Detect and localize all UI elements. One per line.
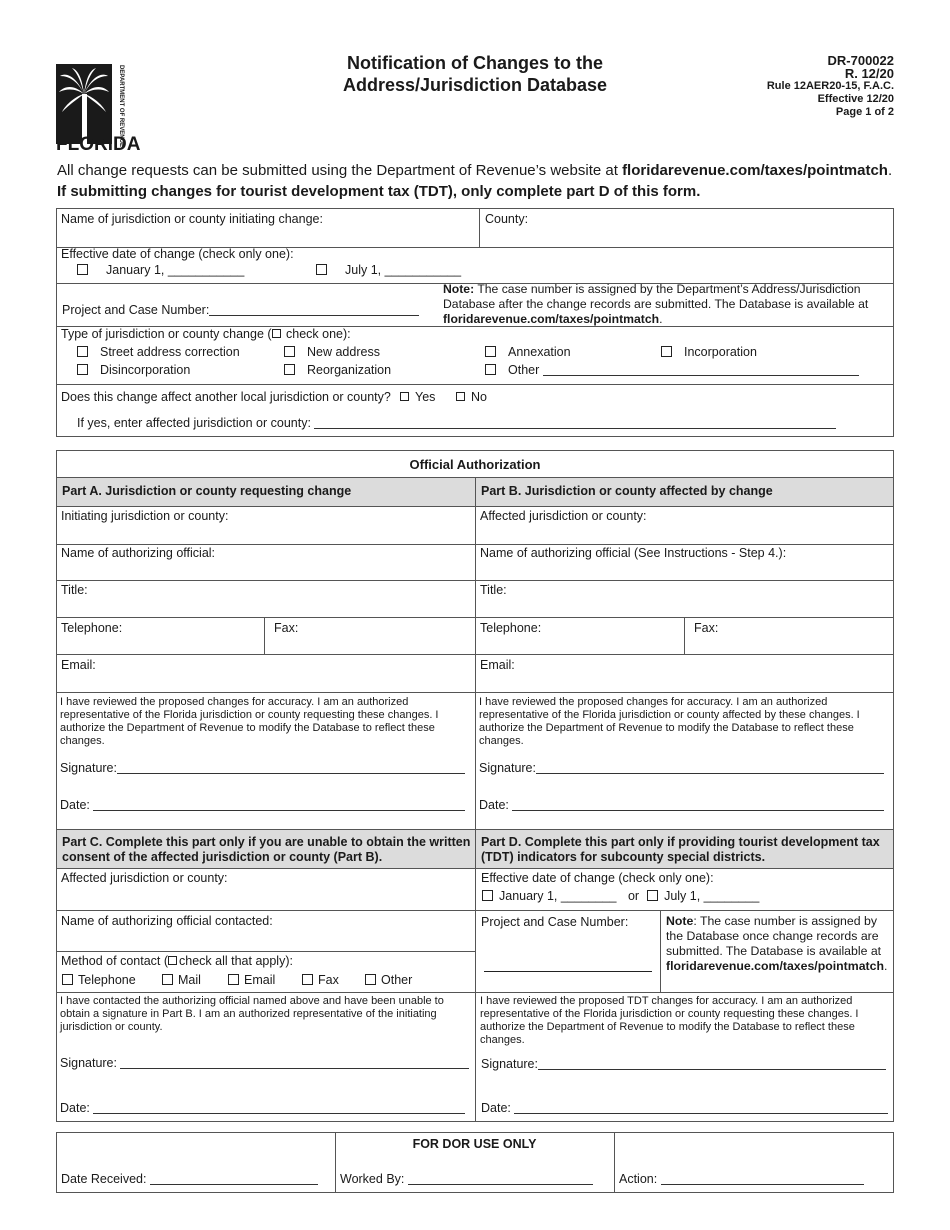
part-d-january-label: January 1, ________: [499, 889, 617, 903]
part-a-signature[interactable]: [60, 761, 465, 775]
part-d-note: [666, 914, 894, 974]
january-option[interactable]: [77, 263, 244, 277]
july-option[interactable]: [316, 263, 461, 277]
part-c-signature[interactable]: [60, 1056, 469, 1070]
part-b-telephone-label: Telephone:: [480, 621, 542, 635]
part-c-statement: I have contacted the authorizing official named above and have been unable to obtain a signature in Part B. I am an authorized representative of the initiating jurisdiction or county.: [60, 995, 444, 1033]
street-correction-checkbox[interactable]: [77, 346, 88, 357]
part-d-signature[interactable]: [481, 1057, 886, 1071]
intro-text: All change requests can be submitted using the Department of Revenue’s website at: [57, 162, 623, 179]
change-type-suffix: check one):: [282, 327, 351, 341]
new-address-checkbox[interactable]: [284, 346, 295, 357]
affect-no-option[interactable]: [456, 390, 487, 404]
part-c-date-label: Date:: [60, 1101, 90, 1115]
part-d-note-text: : The case number is assigned by the Database once change records are submitted. The Database is available at: [666, 914, 882, 958]
part-d-note-end: .: [884, 959, 888, 973]
part-c-method-label: [61, 954, 293, 968]
note-link[interactable]: floridarevenue.com/taxes/pointmatch: [443, 312, 660, 326]
action-label: Action:: [619, 1172, 658, 1186]
part-b-jurisdiction-label: Affected jurisdiction or county:: [480, 509, 647, 523]
title-line-1: Notification of Changes to the: [347, 53, 603, 73]
part-a-date-field[interactable]: [93, 799, 465, 811]
part-d-july-label: July 1, ________: [664, 889, 760, 903]
disincorporation-label: Disincorporation: [100, 363, 191, 377]
january-label: January 1, ___________: [106, 263, 245, 277]
part-b-date-field[interactable]: [512, 799, 884, 811]
form-identifier: [767, 54, 894, 119]
part-d-project-label: Project and Case Number:: [481, 915, 629, 929]
part-d-project-field[interactable]: [484, 971, 652, 972]
part-c-date[interactable]: [60, 1101, 465, 1115]
part-d-signature-label: Signature:: [481, 1057, 538, 1071]
part-a-date-label: Date:: [60, 798, 90, 812]
part-d-date-label: Date:: [481, 1101, 511, 1115]
other-field[interactable]: [543, 364, 859, 376]
option-incorporation[interactable]: [661, 345, 757, 359]
form-rule: Rule 12AER20-15, F.A.C.: [766, 80, 894, 92]
option-reorganization[interactable]: [284, 363, 391, 377]
county-field[interactable]: [485, 227, 890, 245]
affected-label: If yes, enter affected jurisdiction or county:: [77, 416, 311, 430]
affect-question-text: Does this change affect another local jurisdiction or county?: [61, 390, 391, 404]
worked-by[interactable]: [340, 1172, 593, 1186]
part-a-jurisdiction-label: Initiating jurisdiction or county:: [61, 509, 229, 523]
part-c-jurisdiction-label: Affected jurisdiction or county:: [61, 871, 228, 885]
part-d-header: Part D. Complete this part only if providing tourist development tax (TDT) indicators for subcounty special districts.: [481, 835, 880, 864]
option-other[interactable]: [485, 363, 859, 377]
action[interactable]: [619, 1172, 864, 1186]
method-mail[interactable]: [162, 973, 201, 987]
new-address-label: New address: [307, 345, 380, 359]
no-checkbox[interactable]: [456, 392, 465, 401]
affected-jurisdiction[interactable]: [77, 416, 836, 430]
intro-line-2: If submitting changes for tourist development tax (TDT), only complete part D of this form.: [57, 183, 701, 200]
affect-yes-option[interactable]: [400, 390, 435, 404]
fax-checkbox[interactable]: [302, 974, 313, 985]
street-correction-label: Street address correction: [100, 345, 240, 359]
action-field[interactable]: [661, 1173, 864, 1185]
july-label: July 1, ___________: [345, 263, 462, 277]
page-number: Page 1 of 2: [835, 106, 894, 118]
part-d-or: or: [627, 889, 640, 903]
part-c-signature-field[interactable]: [120, 1057, 469, 1069]
project-case-label: Project and Case Number:: [62, 303, 210, 317]
project-case-number[interactable]: [62, 303, 419, 317]
january-checkbox[interactable]: [77, 264, 88, 275]
dor-use-title: FOR DOR USE ONLY: [412, 1137, 537, 1151]
part-b-official-label: Name of authorizing official (See Instructions - Step 4.):: [480, 546, 787, 560]
change-type-text: Type of jurisdiction or county change (: [61, 327, 272, 341]
form-revision: R. 12/20: [844, 66, 894, 81]
part-b-fax-label: Fax:: [694, 621, 719, 635]
mail-checkbox[interactable]: [162, 974, 173, 985]
method-other[interactable]: [365, 973, 412, 987]
part-b-statement: I have reviewed the proposed changes for accuracy. I am an authorized representative of the Florida jurisdiction or county affected by these changes. I authorize the Department of Revenue to modify the Database to reflect these changes.: [479, 696, 860, 747]
yes-checkbox[interactable]: [400, 392, 409, 401]
email-checkbox[interactable]: [228, 974, 239, 985]
reorganization-checkbox[interactable]: [284, 364, 295, 375]
fax-label: Fax: [318, 973, 339, 987]
part-c-date-field[interactable]: [93, 1102, 465, 1114]
part-d-note-bold: Note: [666, 914, 694, 928]
option-disincorporation[interactable]: [77, 363, 190, 377]
method-other-label: Other: [381, 973, 413, 987]
part-a-official-label: Name of authorizing official:: [61, 546, 216, 560]
telephone-label: Telephone: [78, 973, 136, 987]
checkbox-icon: [272, 329, 281, 338]
method-label-text: Method of contact (: [61, 954, 169, 968]
authorization-title: Official Authorization: [409, 457, 541, 472]
annexation-checkbox[interactable]: [485, 346, 496, 357]
affect-other-question: [61, 390, 391, 404]
telephone-checkbox[interactable]: [62, 974, 73, 985]
option-new-address[interactable]: [284, 345, 380, 359]
method-label-suffix: check all that apply):: [179, 954, 293, 968]
part-d-january-checkbox[interactable]: [482, 890, 493, 901]
method-fax[interactable]: [302, 973, 339, 987]
part-d-date-field[interactable]: [514, 1102, 888, 1114]
incorporation-checkbox[interactable]: [661, 346, 672, 357]
part-c-official-label: Name of authorizing official contacted:: [61, 914, 273, 928]
note-end: .: [659, 312, 663, 326]
worked-by-field[interactable]: [408, 1173, 593, 1185]
change-type-label: [61, 327, 351, 341]
date-received-label: Date Received:: [61, 1172, 147, 1186]
incorporation-label: Incorporation: [684, 345, 757, 359]
part-d-effective-options[interactable]: [482, 889, 759, 903]
disincorporation-checkbox[interactable]: [77, 364, 88, 375]
title-line-2: Address/Jurisdiction Database: [342, 75, 608, 95]
part-a-fax-label: Fax:: [274, 621, 299, 635]
part-b-signature[interactable]: [479, 761, 884, 775]
intro-period: .: [887, 162, 893, 179]
option-street-address-correction[interactable]: [77, 345, 240, 359]
worked-by-label: Worked By:: [340, 1172, 405, 1186]
other-checkbox[interactable]: [485, 364, 496, 375]
no-label: No: [471, 390, 487, 404]
checkbox-icon: [168, 956, 177, 965]
part-b-signature-label: Signature:: [479, 761, 536, 775]
other-label: Other: [508, 363, 540, 377]
part-a-email-label: Email:: [61, 658, 96, 672]
project-case-field[interactable]: [209, 304, 419, 316]
date-received-field[interactable]: [150, 1173, 318, 1185]
part-d-statement: I have reviewed the proposed TDT changes for accuracy. I am an authorized representative of the Florida jurisdiction or county requesting these changes. I authorize the Department of Revenue to modify the Database to reflect these changes.: [480, 995, 859, 1046]
intro-line-1: [57, 162, 892, 179]
county-label: County:: [485, 212, 529, 226]
jurisdiction-name-field[interactable]: [60, 227, 475, 245]
option-annexation[interactable]: [485, 345, 571, 359]
part-a-telephone-label: Telephone:: [61, 621, 123, 635]
part-a-signature-label: Signature:: [60, 761, 117, 775]
part-c-signature-label: Signature:: [60, 1056, 117, 1070]
part-a-date[interactable]: [60, 798, 465, 812]
form-number: DR-700022: [827, 53, 894, 68]
part-d-effective-label: Effective date of change (check only one):: [481, 871, 714, 885]
reorganization-label: Reorganization: [307, 363, 392, 377]
july-checkbox[interactable]: [316, 264, 327, 275]
jurisdiction-name-label: Name of jurisdiction or county initiating change:: [61, 212, 323, 226]
case-number-note: [443, 282, 888, 327]
note-text: The case number is assigned by the Department’s Address/Jurisdiction Database after the change records are submitted. The Database is available at: [443, 282, 869, 311]
part-b-signature-field[interactable]: [536, 762, 884, 774]
date-received[interactable]: [61, 1172, 318, 1186]
yes-label: Yes: [415, 390, 436, 404]
part-d-date[interactable]: [481, 1101, 888, 1115]
method-email[interactable]: [228, 973, 275, 987]
part-b-header: Part B. Jurisdiction or county affected by change: [481, 484, 773, 498]
mail-label: Mail: [178, 973, 201, 987]
part-b-date-label: Date:: [479, 798, 509, 812]
form-effective: Effective 12/20: [817, 93, 894, 105]
svg-text:DEPARTMENT OF REVENUE: DEPARTMENT OF REVENUE: [118, 65, 124, 147]
part-c-header: Part C. Complete this part only if you are unable to obtain the written consent of the affected jurisdiction or county (Part B).: [62, 835, 471, 864]
part-d-note-link[interactable]: floridarevenue.com/taxes/pointmatch: [666, 959, 884, 973]
part-b-title-label: Title:: [480, 583, 507, 597]
form-title: [300, 52, 650, 96]
part-d-july-checkbox[interactable]: [647, 890, 658, 901]
effective-date-label: Effective date of change (check only one):: [61, 247, 294, 261]
note-bold: Note:: [443, 282, 475, 296]
logo-wordmark: FLORIDA: [56, 134, 141, 155]
part-a-title-label: Title:: [61, 583, 88, 597]
part-b-date[interactable]: [479, 798, 884, 812]
part-d-signature-field[interactable]: [538, 1058, 886, 1070]
email-label: Email: [244, 973, 276, 987]
part-a-signature-field[interactable]: [117, 762, 465, 774]
annexation-label: Annexation: [508, 345, 571, 359]
affected-field[interactable]: [314, 417, 836, 429]
method-telephone[interactable]: [62, 973, 136, 987]
part-a-header: Part A. Jurisdiction or county requesting change: [62, 484, 352, 498]
part-a-statement: I have reviewed the proposed changes for accuracy. I am an authorized representative of the Florida jurisdiction or county requesting these changes. I authorize the Department of Revenue to modify the Database to reflect these changes.: [60, 696, 439, 747]
method-other-checkbox[interactable]: [365, 974, 376, 985]
intro-link[interactable]: floridarevenue.com/taxes/pointmatch: [622, 162, 888, 179]
part-b-email-label: Email:: [480, 658, 515, 672]
